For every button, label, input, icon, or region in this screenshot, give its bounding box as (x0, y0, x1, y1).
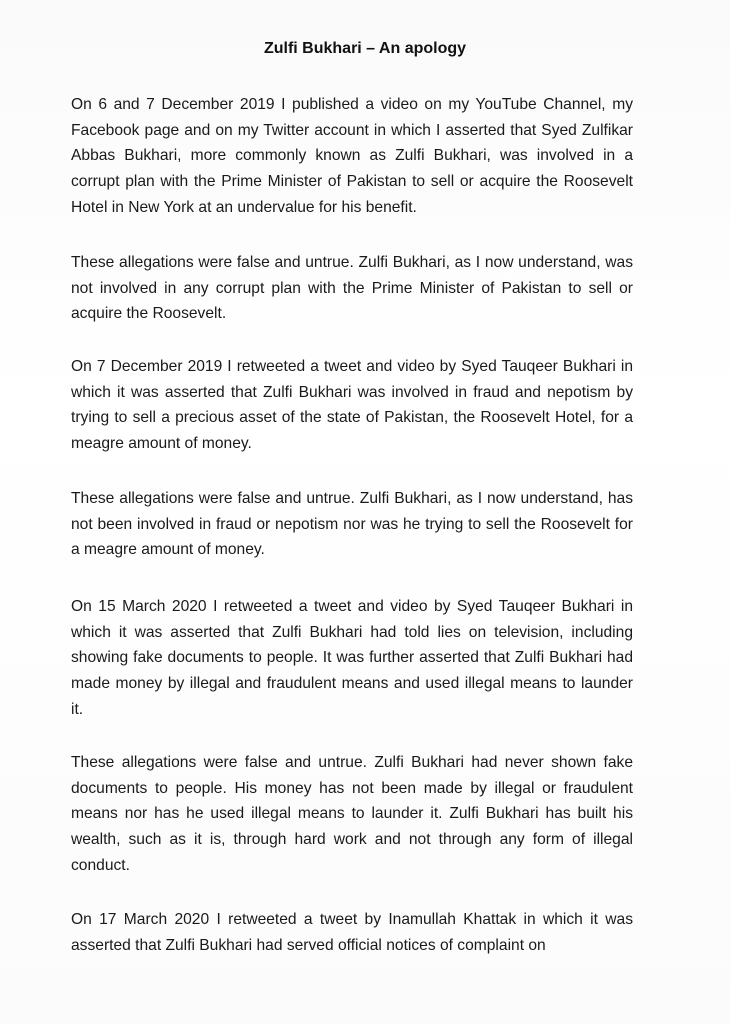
paragraph: These allegations were false and untrue. Zulfi Bukhari, as I now understand, has not been involved in fraud or nepotism nor was he trying to sell the Roosevelt for a meagre amount of money. (71, 490, 633, 559)
paragraph: On 6 and 7 December 2019 I published a video on my YouTube Channel, my Facebook page and on my Twitter account in which I asserted that Syed Zulfikar Abbas Bukhari, more commonly known as Zulfi Bukhari, was involved in a corrupt plan with the Prime Minister of Pakistan to sell or acquire the Roosevelt Hotel in New York at an undervalue for his benefit. (71, 96, 633, 216)
document-title: Zulfi Bukhari – An apology (263, 40, 467, 57)
paragraph: On 7 December 2019 I retweeted a tweet and video by Syed Tauqeer Bukhari in which it was asserted that Zulfi Bukhari was involved in fraud and nepotism by trying to sell a precious asset of the state of Pakistan, the Roosevelt Hotel, for a meagre amount of money. (71, 358, 633, 453)
paragraph: On 17 March 2020 I retweeted a tweet by Inamullah Khattak in which it was asserted that Zulfi Bukhari had served official notices of complaint on (71, 911, 633, 954)
paragraph: These allegations were false and untrue. Zulfi Bukhari had never shown fake documents to people. His money has not been made by illegal or fraudulent means nor has he used illegal means to launder it. Zulfi Bukhari has built his wealth, such as it is, through hard work and not through any form of illegal conduct. (71, 754, 633, 874)
paragraph: On 15 March 2020 I retweeted a tweet and video by Syed Tauqeer Bukhari in which it was asserted that Zulfi Bukhari had told lies on television, including showing fake documents to people. It was further asserted that Zulfi Bukhari had made money by illegal and fraudulent means and used illegal means to launder it. (71, 598, 633, 718)
paragraph: These allegations were false and untrue. Zulfi Bukhari, as I now understand, was not involved in any corrupt plan with the Prime Minister of Pakistan to sell or acquire the Roosevelt. (71, 254, 633, 323)
